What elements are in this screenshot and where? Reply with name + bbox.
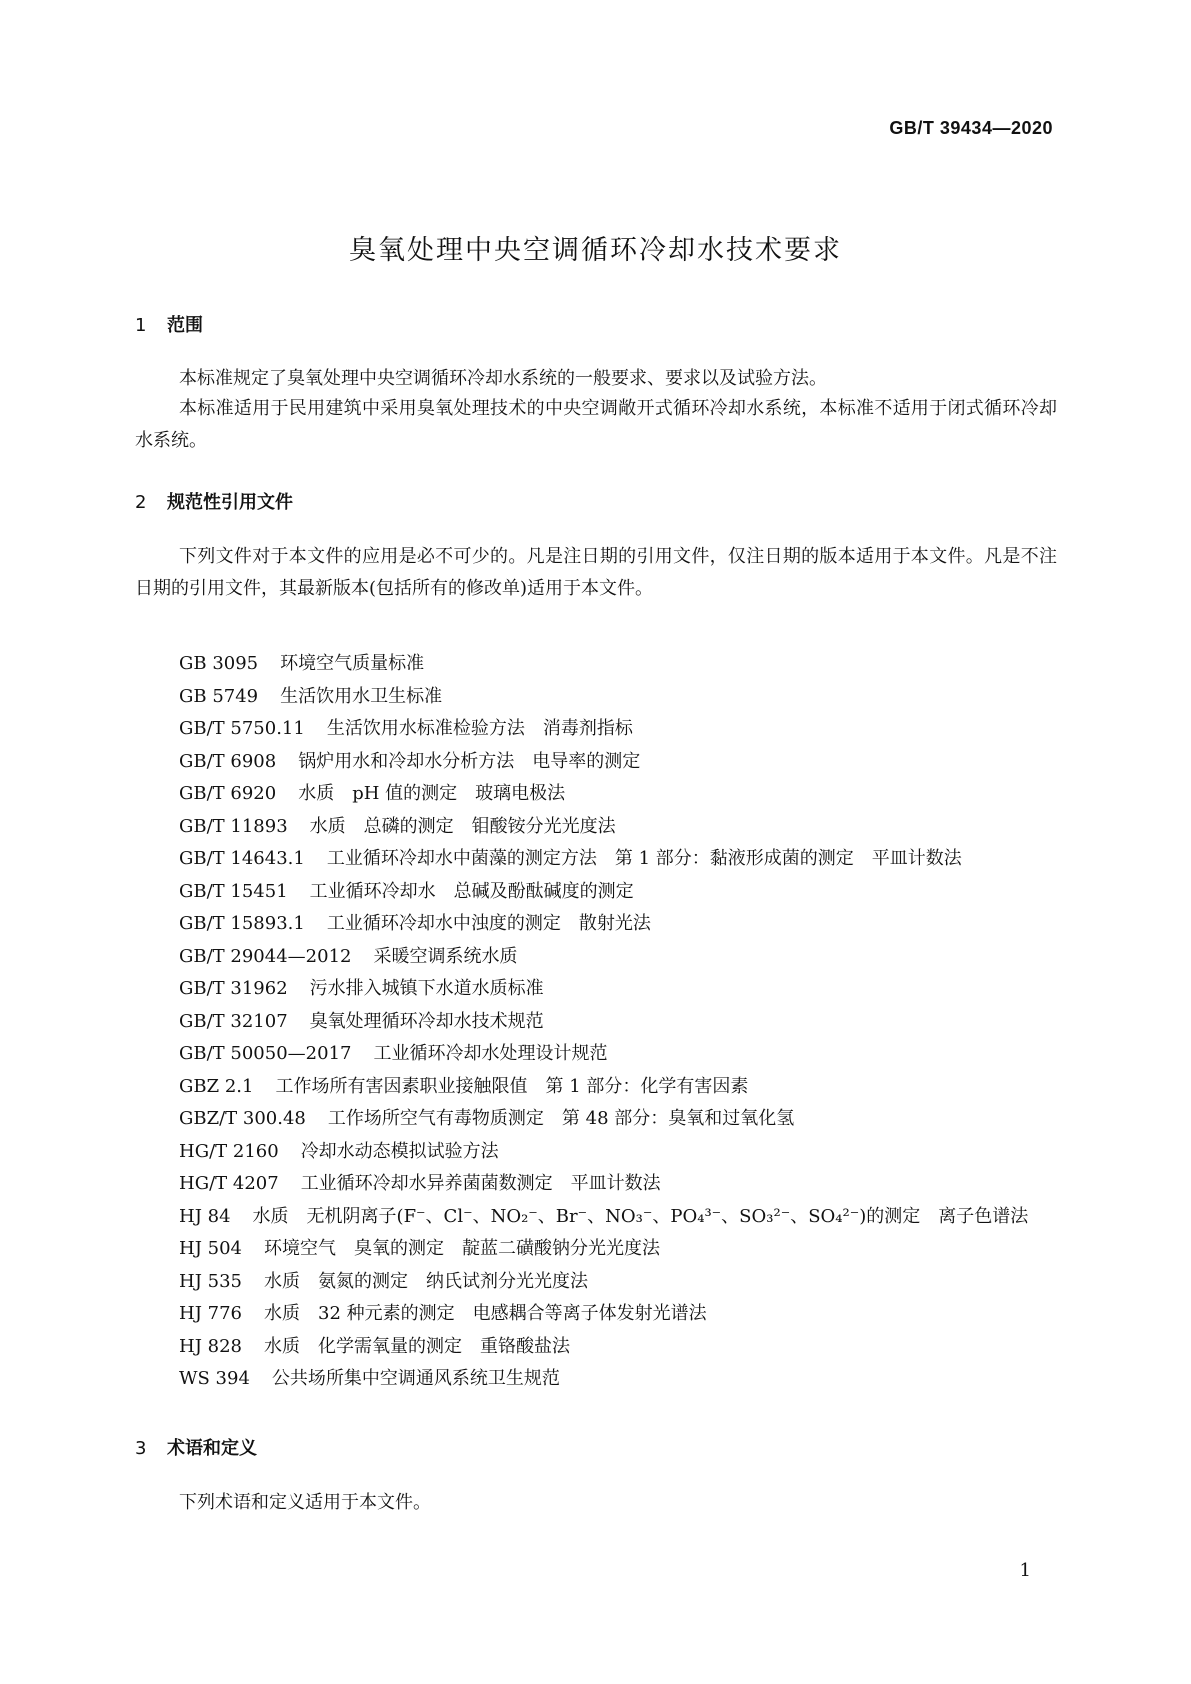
reference-title: 环境空气 臭氧的测定 靛蓝二磺酸钠分光光度法 [264, 1238, 660, 1259]
section-title: 术语和定义 [167, 1438, 257, 1459]
reference-item [179, 908, 1028, 941]
reference-item [179, 811, 1028, 844]
terms-intro: 下列术语和定义适用于本文件。 [179, 1492, 431, 1513]
reference-title: 生活饮用水卫生标准 [280, 685, 443, 707]
reference-title: 冷却水动态模拟试验方法 [300, 1140, 499, 1162]
reference-title: 环境空气质量标准 [280, 653, 425, 674]
reference-item [179, 1038, 1028, 1071]
normative-intro: 下列文件对于本文件的应用是必不可少的。凡是注日期的引用文件，仅注日期的版本适用于本文件。凡是不注日期的引用文件，其最新版本(包括所有的修改单)适用于本文件。 [135, 546, 1057, 599]
reference-code: GB/T 5750.11 [179, 718, 305, 739]
reference-item [179, 648, 1028, 681]
scope-paragraph-1: 本标准规定了臭氧处理中央空调循环冷却水系统的一般要求、要求以及试验方法。 [179, 368, 827, 389]
reference-item [179, 778, 1028, 811]
reference-title: 工作场所有害因素职业接触限值 第 1 部分：化学有害因素 [275, 1075, 749, 1097]
section-title: 规范性引用文件 [167, 492, 293, 513]
section-number: 1 [135, 315, 147, 336]
reference-code: GB/T 6908 [179, 750, 277, 772]
reference-code: GB/T 15451 [179, 880, 288, 902]
section-number: 2 [135, 492, 147, 513]
reference-code: GB/T 31962 [179, 978, 288, 999]
reference-code: WS 394 [179, 1368, 250, 1389]
reference-item [179, 1331, 1028, 1364]
reference-item [179, 1266, 1028, 1299]
reference-code: GB/T 14643.1 [179, 848, 305, 869]
reference-title: 工业循环冷却水中菌藻的测定方法 第 1 部分：黏液形成菌的测定 平皿计数法 [326, 848, 962, 869]
reference-code: HJ 535 [179, 1270, 242, 1292]
section-number: 3 [135, 1438, 147, 1459]
reference-title: 水质 氨氮的测定 纳氏试剂分光光度法 [264, 1270, 588, 1292]
reference-item [179, 1298, 1028, 1331]
reference-title: 水质 32 种元素的测定 电感耦合等离子体发射光谱法 [264, 1303, 707, 1324]
reference-item [179, 1136, 1028, 1169]
document-title: 臭氧处理中央空调循环冷却水技术要求 [349, 235, 842, 266]
reference-title: 污水排入城镇下水道水质标准 [309, 978, 544, 999]
reference-code: HJ 776 [179, 1303, 242, 1324]
reference-item [179, 1363, 1028, 1396]
reference-list [179, 648, 1028, 1396]
reference-item [179, 843, 1028, 876]
reference-title: 工业循环冷却水异养菌菌数测定 平皿计数法 [300, 1173, 661, 1194]
reference-code: GB 5749 [179, 685, 259, 707]
reference-code: HG/T 4207 [179, 1173, 279, 1194]
reference-title: 工业循环冷却水中浊度的测定 散射光法 [326, 913, 651, 934]
reference-item [179, 681, 1028, 714]
section-title: 范围 [167, 315, 203, 336]
reference-item [179, 1233, 1028, 1266]
reference-title: 水质 pH 值的测定 玻璃电极法 [298, 783, 566, 804]
reference-code: HJ 504 [179, 1238, 242, 1259]
reference-code: HG/T 2160 [179, 1140, 279, 1162]
reference-title: 工业循环冷却水 总碱及酚酞碱度的测定 [309, 880, 634, 902]
reference-code: GB/T 50050—2017 [179, 1043, 352, 1064]
reference-item [179, 876, 1028, 909]
reference-code: GB/T 32107 [179, 1010, 288, 1032]
reference-code: GB 3095 [179, 653, 259, 674]
reference-title: 公共场所集中空调通风系统卫生规范 [271, 1368, 560, 1389]
page-number: 1 [1019, 1560, 1031, 1581]
reference-title: 臭氧处理循环冷却水技术规范 [309, 1010, 544, 1032]
reference-item [179, 1168, 1028, 1201]
reference-code: GB/T 15893.1 [179, 913, 305, 934]
reference-title: 生活饮用水标准检验方法 消毒剂指标 [326, 718, 633, 739]
reference-item [179, 973, 1028, 1006]
reference-title: 水质 总磷的测定 钼酸铵分光光度法 [309, 815, 616, 837]
standard-code: GB/T 39434—2020 [889, 118, 1053, 138]
reference-code: GB/T 6920 [179, 783, 277, 804]
reference-item [179, 746, 1028, 779]
reference-item [179, 713, 1028, 746]
section-heading-scope [135, 311, 203, 337]
reference-code: GB/T 29044—2012 [179, 945, 352, 967]
reference-title: 锅炉用水和冷却水分析方法 电导率的测定 [298, 750, 641, 772]
reference-item [179, 1006, 1028, 1039]
reference-title: 工业循环冷却水处理设计规范 [373, 1043, 608, 1064]
reference-title: 工作场所空气有毒物质测定 第 48 部分：臭氧和过氧化氢 [327, 1108, 795, 1129]
reference-item [179, 941, 1028, 974]
reference-code: GB/T 11893 [179, 815, 288, 837]
reference-title: 采暖空调系统水质 [373, 945, 518, 967]
scope-paragraph-2: 本标准适用于民用建筑中采用臭氧处理技术的中央空调敞开式循环冷却水系统，本标准不适用于闭式循环冷却水系统。 [135, 398, 1057, 451]
reference-item [179, 1071, 1028, 1104]
reference-title: 水质 无机阴离子(F⁻、Cl⁻、NO₂⁻、Br⁻、NO₃⁻、PO₄³⁻、SO₃²⁻、SO₄²⁻)的测定 离子色谱法 [252, 1205, 1029, 1227]
reference-code: HJ 84 [179, 1205, 231, 1227]
section-heading-terms [135, 1434, 257, 1460]
reference-item [179, 1103, 1028, 1136]
section-heading-normative-references [135, 488, 293, 514]
reference-title: 水质 化学需氧量的测定 重铬酸盐法 [264, 1335, 570, 1357]
reference-item [179, 1201, 1028, 1234]
reference-code: HJ 828 [179, 1335, 242, 1357]
reference-code: GBZ 2.1 [179, 1075, 254, 1097]
reference-code: GBZ/T 300.48 [179, 1108, 306, 1129]
